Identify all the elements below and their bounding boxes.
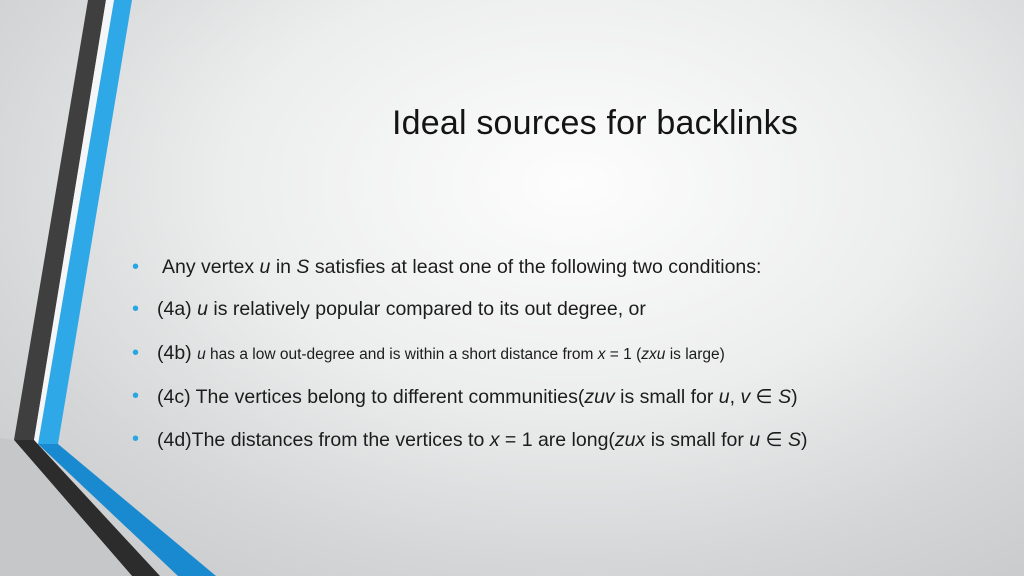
italic-symbol: u	[197, 298, 208, 320]
bullet-text	[162, 256, 761, 279]
text-segment: is small for	[645, 429, 750, 451]
italic-symbol: u	[749, 429, 761, 451]
bullet-dot-icon: •	[132, 342, 140, 364]
bullet-lead: (4b)	[157, 342, 198, 364]
italic-symbol: S	[787, 429, 801, 451]
slide-title: Ideal sources for backlinks	[391, 104, 799, 142]
bullet-text-small	[197, 346, 725, 363]
text-segment: (4a)	[157, 298, 198, 320]
text-segment: (4d)The distances from the vertices to	[157, 429, 490, 451]
italic-symbol: zux	[614, 429, 646, 451]
bullet-text	[157, 385, 798, 409]
text-segment: )	[801, 429, 808, 451]
italic-symbol: x	[597, 346, 606, 363]
italic-symbol: S	[778, 386, 792, 408]
italic-symbol: zxu	[641, 346, 666, 363]
bullet-text	[157, 298, 646, 321]
text-segment: ∈	[750, 386, 779, 408]
text-segment: satisfies at least one of the following two conditions:	[309, 256, 762, 278]
text-segment: Any vertex	[162, 256, 260, 278]
italic-symbol: zuv	[584, 386, 615, 408]
text-segment: = 1 (	[605, 346, 642, 363]
text-segment: is relatively popular compared to its out degree, or	[207, 298, 646, 320]
text-segment: is large)	[665, 346, 725, 363]
italic-symbol: v	[740, 386, 751, 408]
text-segment: ,	[729, 386, 741, 408]
text-segment: is small for	[614, 386, 719, 408]
italic-symbol: u	[718, 386, 730, 408]
text-segment: (4c) The vertices belong to different communities(	[157, 386, 585, 408]
bullet-dot-icon: •	[132, 428, 140, 450]
text-segment: in	[270, 256, 297, 278]
bullet-text	[157, 428, 808, 452]
text-segment: )	[791, 386, 798, 408]
text-segment: ∈	[760, 429, 788, 451]
italic-symbol: x	[489, 429, 500, 451]
bullet-dot-icon: •	[132, 298, 140, 320]
bullet-text	[157, 342, 725, 365]
italic-symbol: S	[296, 256, 310, 278]
text-segment: = 1 are long(	[499, 429, 615, 451]
bullet-dot-icon: •	[132, 256, 140, 278]
italic-symbol: u	[197, 346, 206, 363]
text-segment: has a low out-degree and is within a short distance from	[205, 346, 598, 363]
italic-symbol: u	[259, 256, 271, 278]
white-gap-stripe	[34, 0, 114, 444]
bullet-dot-icon: •	[132, 385, 140, 407]
